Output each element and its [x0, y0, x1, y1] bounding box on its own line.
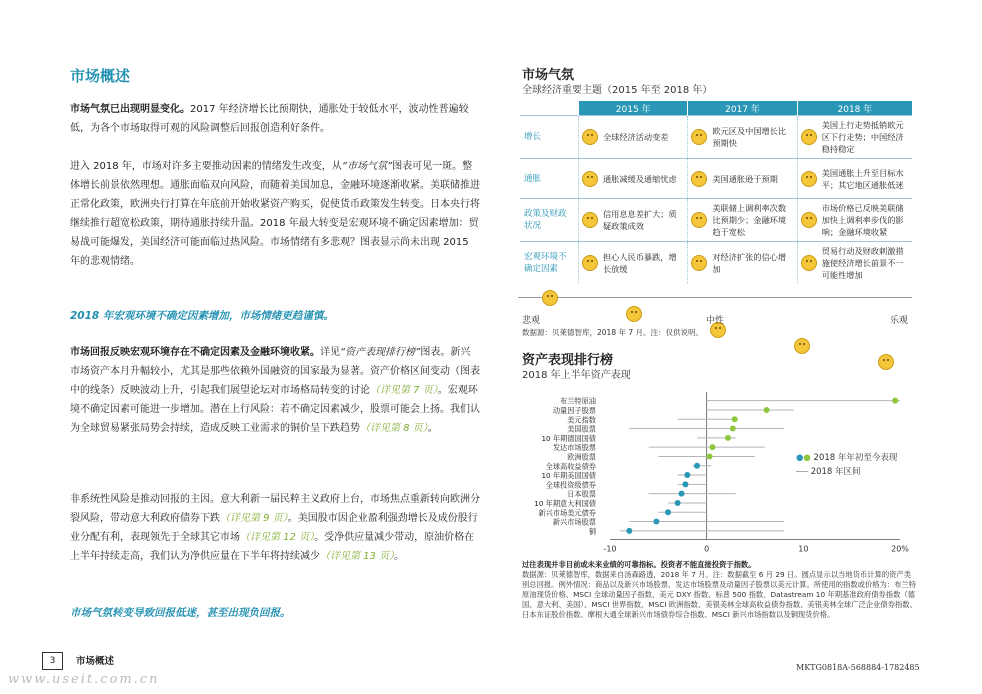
happy-face-icon — [801, 171, 817, 187]
cell-text: 全球经济活动变差 — [602, 132, 669, 142]
data-point — [892, 398, 898, 404]
climate-title: 市场气氛 — [522, 68, 575, 83]
climate-cell — [688, 199, 797, 242]
cell-text: 美国上行走势抵销欧元区下行走势；中国经济稳持稳定 — [821, 120, 904, 154]
ranking-title: 资产表现排行榜 — [522, 353, 614, 368]
legend-dot-icon-green: ● — [803, 453, 811, 463]
row-label: 增长 — [520, 116, 578, 159]
happy-face-icon — [691, 255, 707, 271]
page-ref-8[interactable]: （详见第 8 页） — [360, 423, 428, 434]
page-ref-13[interactable]: （详见第 13 页） — [320, 551, 395, 562]
page-ref-12[interactable]: （详见第 12 页） — [240, 532, 315, 543]
watermark: www.useit.com.cn — [8, 672, 160, 687]
scale-mid-label: 中性 — [706, 316, 725, 326]
row-label: 宏观环境不确定因素 — [520, 242, 578, 285]
data-point — [764, 407, 770, 413]
category-label: 美元指数 — [567, 415, 596, 425]
climate-cell — [797, 116, 912, 159]
x-tick-label: -10 — [603, 544, 617, 552]
year-header-2017: 2017 年 — [688, 101, 797, 116]
happy-face-icon — [801, 129, 817, 145]
data-point — [725, 435, 731, 441]
neutral-face-icon — [801, 255, 817, 271]
data-point — [665, 509, 671, 515]
data-point — [709, 444, 715, 450]
category-label: 美国股票 — [567, 424, 596, 434]
data-point — [707, 453, 713, 459]
cell-text: 贸易行动及财政刺激措施使经济增长前景不一可能性增加 — [821, 246, 904, 280]
legend-dot-icon: ● — [796, 453, 804, 463]
page-ref-9[interactable]: （详见第 9 页） — [220, 513, 288, 524]
climate-cell — [578, 242, 687, 285]
paragraph-1-text: 2017 年经济增长比预期快，通胀处于较低水平，波动性普遍较低，为各个市场取得可观的风险调整后回报创造利好条件。 — [70, 104, 469, 134]
legend-dot-entry — [796, 451, 897, 463]
disclaimer: 过往表现并非目前或未来业绩的可靠指标。投资者不能直接投资于指数。 — [522, 560, 756, 569]
climate-cell — [578, 159, 687, 199]
paragraph-4-text-c: 。受净供应量减少带动，原油价格在上半年持续走高，我们认为净供应量在下半年将持续减少 — [70, 532, 475, 562]
climate-cell — [797, 199, 912, 242]
paragraph-3-lead: 市场回报反映宏观环境存在不确定因素及金融环境收紧。 — [70, 347, 320, 358]
happy-face-icon — [691, 129, 707, 145]
paragraph-4-text-b: 。美国股市因企业盈利强劲增长及成份股行业分配有利，表现领先于全球其它市场 — [70, 513, 478, 543]
data-point — [694, 463, 700, 469]
climate-row-macro — [520, 242, 912, 285]
source-note: 数据源：贝莱德智库，数据来自汤森路透，2018 年 7 月。注：数据截至 6 月 29 日。圆点显示以当地货币计算的资产类别总回报。例外情况：商品以及新兴市场股票、发达市场股票及动量因子股票以美元计算。所使用的指数或价格为：布兰特原油现货价格、MSCI 全球动量因子指数、美元 DXY 指数、标普 500 指数、Datastream 10 年期基准政府债券指数（德国、意大利、美国）、MSCI 世界指数、MSCI 欧洲指数、美银美林全球高收益债券指数、美银美林全球广泛企业债券指数、日本东证股价指数、摩根大通全球新兴市场债券综合指数、MSCI 新兴市场指数以及铜现货价格。 — [522, 570, 917, 619]
year-header-2018: 2018 年 — [797, 101, 912, 116]
climate-cell — [688, 242, 797, 285]
category-label: 新兴市场美元债券 — [538, 508, 596, 518]
paragraph-2 — [70, 157, 480, 271]
scale-right-label: 乐观 — [890, 316, 909, 326]
x-tick-label: 0 — [704, 544, 710, 552]
scared-face-icon — [542, 290, 558, 306]
happy-face-icon — [691, 212, 707, 228]
paragraph-3-text-c: 。宏观环境不确定因素可能进一步增加。潜在上行风险：若不确定因素减少，股票可能会上扬。我们认为全球贸易紧张局势会持续，造成反映工业需求的铜价呈下跌趋势 — [70, 385, 480, 434]
data-point — [730, 426, 736, 432]
climate-cell — [797, 242, 912, 285]
data-point — [732, 416, 738, 422]
category-label: 10 年期德国国债 — [541, 433, 596, 443]
category-label: 新兴市场股票 — [552, 517, 596, 527]
cell-text: 通胀减缓及通缩忧虑 — [602, 173, 677, 184]
cell-text: 对经济扩张的信心增加 — [712, 252, 787, 274]
paragraph-3-text-b: 图表。新兴市场资产本月升幅较小，尤其是那些依赖外国融资的国家最为显著。资产价格区间变动（图表中的线条）反映波动上升，引起我们展望论坛对市场格局转变的讨论 — [70, 347, 480, 396]
highlight-2: 市场气氛转变导致回报低迷，甚至出现负回报。 — [70, 607, 291, 619]
climate-cell — [688, 116, 797, 159]
category-label: 日本股票 — [567, 489, 596, 499]
sad-face-icon — [582, 129, 598, 145]
sad-face-icon — [626, 306, 642, 322]
paragraph-3-end: 。 — [427, 423, 438, 434]
climate-cell — [797, 159, 912, 199]
data-point — [682, 481, 688, 487]
paragraph-4-text-a: 非系统性风险是推动回报的主因。意大利新一届民粹主义政府上台，市场焦点重新转向欧洲分裂风险，带动意大利政府债券下跌 — [70, 494, 480, 524]
category-label: 动量因子股票 — [552, 405, 596, 415]
cell-text: 欧元区及中国增长比预期快 — [712, 126, 787, 148]
paragraph-3-text-a: 详见 — [320, 347, 340, 358]
category-label: 10 年期美国国债 — [541, 471, 596, 481]
category-label: 全球投资级债券 — [545, 480, 596, 490]
page-number: 3 — [42, 652, 63, 670]
legend-dot-label: 2018 年年初至今表现 — [813, 453, 898, 463]
paragraph-2-text-a: 进入 2018 年，市场对许多主要推动因素的情绪发生改变，从 — [70, 161, 342, 172]
sad-face-icon — [582, 255, 598, 271]
data-point — [679, 491, 685, 497]
document-code: MKTG0818A-568884-1782485 — [796, 663, 920, 672]
data-point — [626, 528, 632, 534]
climate-row-growth — [520, 116, 912, 159]
x-tick-label: 10 — [798, 544, 809, 552]
sad-face-icon — [582, 212, 598, 228]
row-label: 通胀 — [520, 159, 578, 199]
climate-row-inflation — [520, 159, 912, 199]
paragraph-4-end: 。 — [394, 551, 405, 562]
ranking-notes — [522, 560, 917, 620]
data-point — [684, 472, 690, 478]
legend-line-entry — [796, 465, 861, 477]
row-label: 政策及财政状况 — [520, 199, 578, 242]
neutral-face-icon — [801, 212, 817, 228]
climate-source: 数据源：贝莱德智库，2018 年 7 月。注：仅供说明。 — [522, 328, 704, 337]
legend-line-label: 2018 年区间 — [810, 467, 861, 477]
category-label: 布兰特原油 — [560, 396, 596, 406]
paragraph-3-ref-1: “资产表现排行榜” — [340, 347, 421, 358]
paragraph-4 — [70, 490, 480, 566]
paragraph-2-text-b: 图表可见一斑。整体增长前景依然理想。通胀面临双向风险，而随着美国加息，金融环境逐渐收紧。美联储推进正常化政策，欧洲央行打算在年底前开始收紧资产购买，促使货币政策发生转变。日本央行将继续推行超宽松政策，期待通胀持续升温。2018 年最大转变是宏观环境不确定因素增加：贸易战可能爆发，美国经济可能面临过热风险。市场情绪有多悲观？图表显示尚未出现 2015 年的悲观情绪。 — [70, 161, 480, 267]
cell-text: 担心人民币暴跌，增长放缓 — [602, 252, 677, 274]
cell-text: 美国通胀逊于预期 — [712, 173, 778, 184]
cell-text: 信用息息差扩大；质疑政策成效 — [602, 209, 677, 231]
category-label: 10 年期意大利国债 — [534, 498, 596, 508]
paragraph-2-quote: “市场气氛” — [341, 161, 393, 172]
corner-cell — [520, 101, 578, 116]
cell-text: 市场价格已反映美联储加快上调利率步伐的影响；金融环境收紧 — [821, 203, 904, 237]
very-happy-face-icon — [878, 354, 894, 370]
climate-cell — [578, 116, 687, 159]
ranking-subtitle: 2018 年上半年资产表现 — [522, 370, 631, 381]
data-point — [653, 519, 659, 525]
year-header-2015: 2015 年 — [578, 101, 687, 116]
cell-text: 美联储上调利率次数比预期少；金融环境趋于宽松 — [712, 203, 787, 237]
climate-cell — [578, 199, 687, 242]
paragraph-3 — [70, 343, 480, 438]
sad-face-icon — [691, 171, 707, 187]
climate-table — [520, 101, 912, 284]
paragraph-1-lead: 市场气氛已出现明显变化。 — [70, 104, 190, 115]
sentiment-scale-line — [518, 297, 912, 298]
climate-row-policy — [520, 199, 912, 242]
paragraph-1 — [70, 100, 480, 138]
category-label: 铜 — [588, 526, 596, 536]
footer-section-label: 市场概述 — [76, 656, 115, 667]
category-label: 欧洲股票 — [567, 452, 596, 462]
category-label: 发达市场股票 — [552, 443, 596, 453]
highlight-1: 2018 年宏观环境不确定因素增加，市场情绪更趋谨慎。 — [70, 310, 334, 322]
cell-text: 美国通胀上升至目标水平；其它地区通胀低迷 — [821, 167, 904, 190]
climate-cell — [688, 159, 797, 199]
data-point — [675, 500, 681, 506]
scale-left-label: 悲观 — [522, 316, 541, 326]
x-tick-label: 20% — [891, 544, 909, 552]
sad-face-icon — [582, 171, 598, 187]
section-title: 市场概述 — [70, 67, 131, 85]
category-label: 全球高收益债券 — [545, 461, 596, 471]
climate-subtitle: 全球经济重要主题（2015 年至 2018 年） — [522, 85, 713, 96]
page-ref-7[interactable]: （详见第 7 页） — [370, 385, 438, 396]
happy-face-icon — [794, 338, 810, 354]
legend-line-icon — [796, 471, 808, 472]
